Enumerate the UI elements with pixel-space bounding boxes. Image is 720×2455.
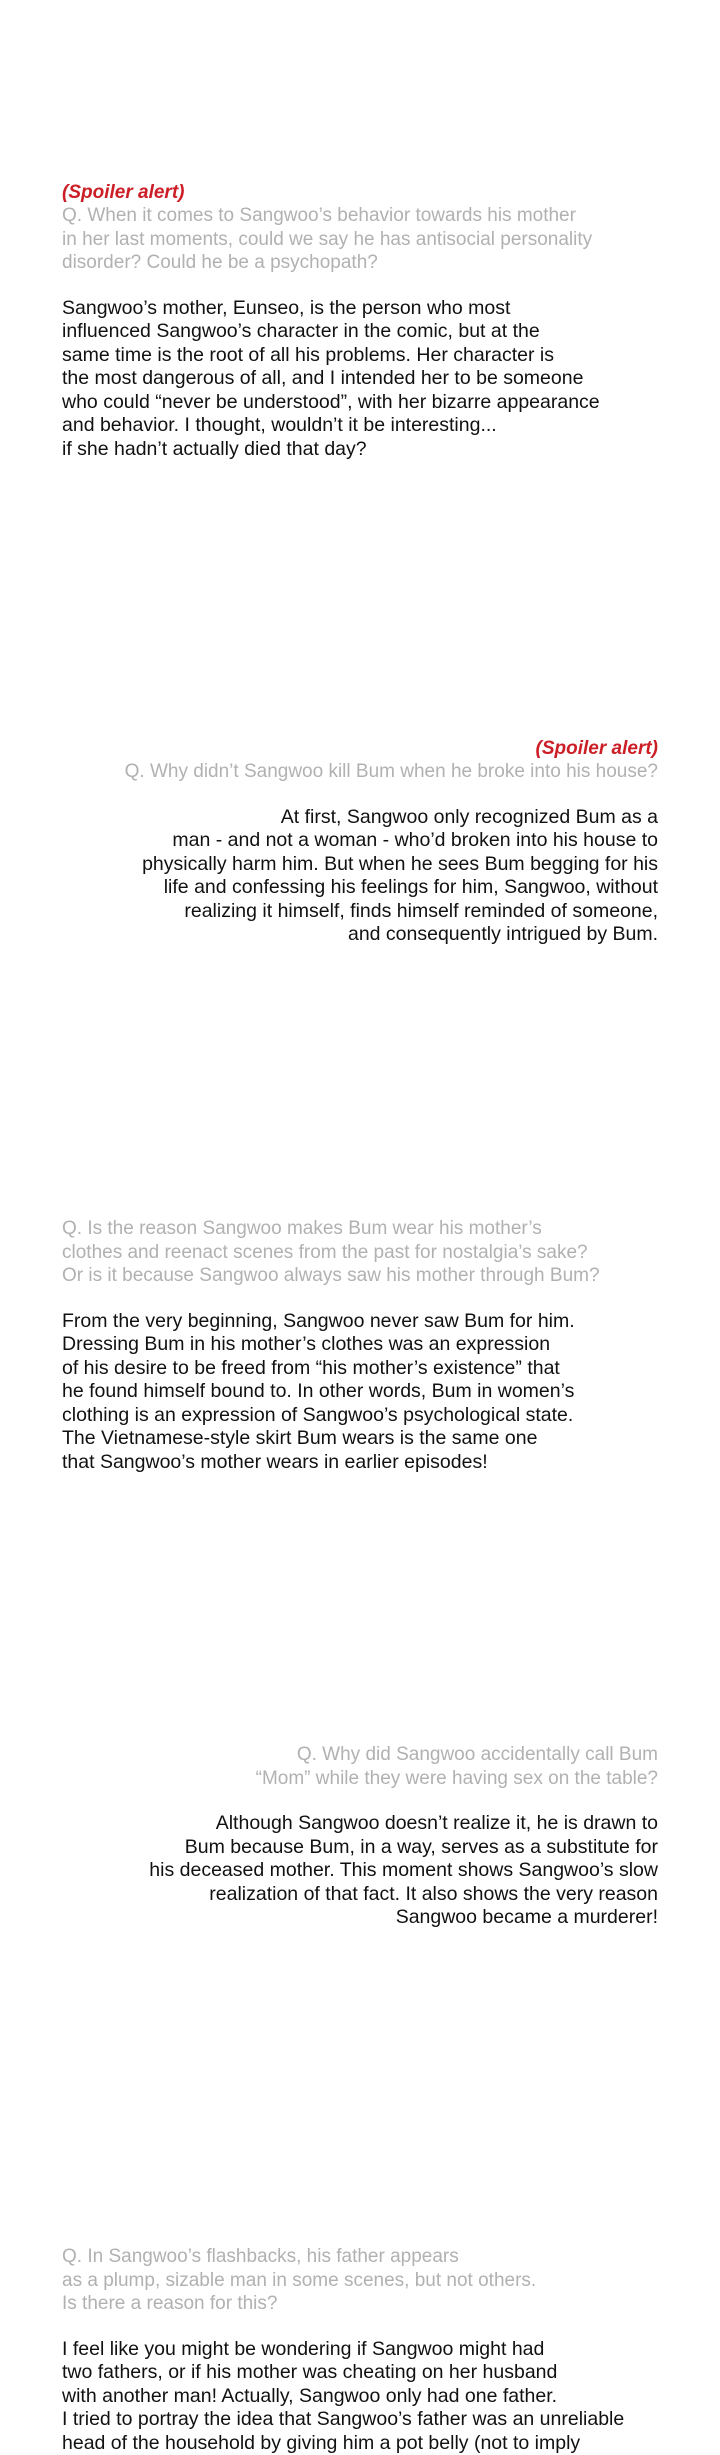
answer-text: I feel like you might be wondering if Sangwoo might had two fathers, or if his mother was cheating on her husband with another man! Actually, Sangwoo only had one father. I tried to portray the idea that Sangwoo’s father was an unreliable head of the household by giving him a pot belly (not to imply [62, 2338, 682, 2455]
question-text: Q. When it comes to Sangwoo’s behavior towards his mother in her last moments, could we say he has antisocial personality disorder? Could he be a psychopath? [62, 204, 662, 275]
question-text: Q. Why did Sangwoo accidentally call Bum “Mom” while they were having sex on the table? [58, 1743, 658, 1790]
qa-section-5 [62, 2245, 682, 2455]
answer-text: At first, Sangwoo only recognized Bum as a man - and not a woman - who’d broken into his house to physically harm him. But when he sees Bum begging for his life and confessing his feelings for him, Sangwoo, without realizing it himself, finds himself reminded of someone, and consequently intrigued by Bum. [58, 806, 658, 947]
answer-text: Although Sangwoo doesn’t realize it, he is drawn to Bum because Bum, in a way, serves as a substitute for his deceased mother. This moment shows Sangwoo’s slow realization of that fact. It also shows the very reason Sangwoo became a murderer! [58, 1812, 658, 1930]
qa-section-2 [58, 737, 658, 947]
qa-section-4 [58, 1743, 658, 1930]
answer-text: Sangwoo’s mother, Eunseo, is the person who most influenced Sangwoo’s character in the comic, but at the same time is the root of all his problems. Her character is the most dangerous of all, and I intended her to be someone who could “never be understood”, with her bizarre appearance and behavior. I thought, wouldn’t it be interesting... if she hadn’t actually died that day? [62, 297, 662, 462]
question-text: Q. In Sangwoo’s flashbacks, his father appears as a plump, sizable man in some scenes, but not others. Is there a reason for this? [62, 2245, 682, 2316]
spoiler-alert-label: (Spoiler alert) [62, 181, 662, 204]
spoiler-alert-label: (Spoiler alert) [58, 737, 658, 760]
question-text: Q. Why didn’t Sangwoo kill Bum when he broke into his house? [58, 760, 658, 784]
qa-section-3 [62, 1217, 662, 1474]
qa-section-1 [62, 181, 662, 461]
answer-text: From the very beginning, Sangwoo never saw Bum for him. Dressing Bum in his mother’s clothes was an expression of his desire to be freed from “his mother’s existence” that he found himself bound to. In other words, Bum in women’s clothing is an expression of Sangwoo’s psychological state. The Vietnamese-style skirt Bum wears is the same one that Sangwoo’s mother wears in earlier episodes! [62, 1310, 662, 1475]
question-text: Q. Is the reason Sangwoo makes Bum wear his mother’s clothes and reenact scenes from the past for nostalgia’s sake? Or is it because Sangwoo always saw his mother through Bum? [62, 1217, 662, 1288]
